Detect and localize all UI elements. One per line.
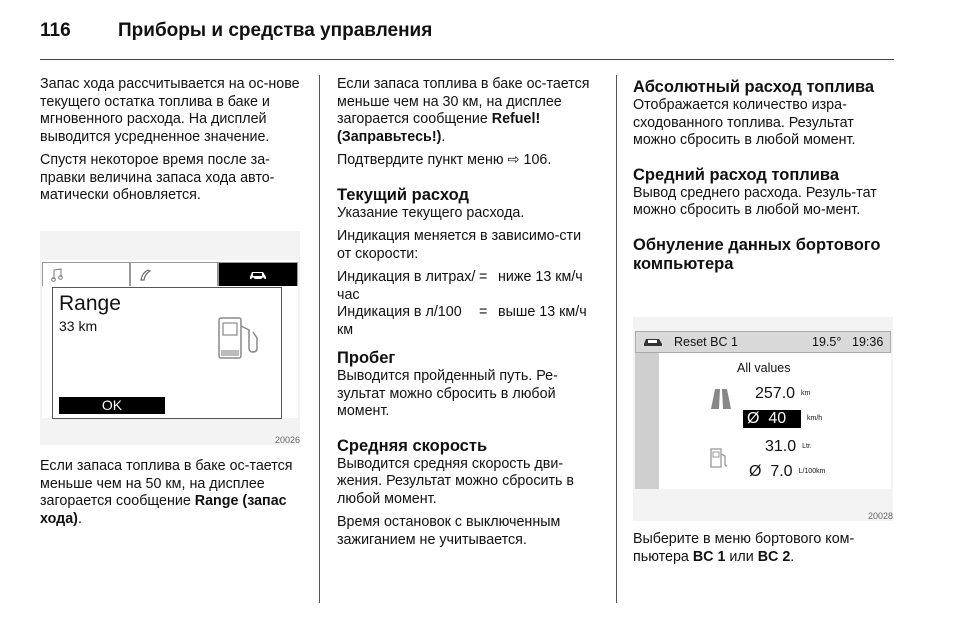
- phone-icon: [139, 268, 153, 282]
- confirm-paragraph: Подтвердите пункт меню ⇨ 106.: [337, 152, 552, 168]
- indication-value: выше 13 км/ч: [498, 304, 587, 320]
- indication-intro: Индикация меняется в зависимо-сти от скорости:: [337, 228, 582, 262]
- figure-number: 20026: [274, 435, 300, 445]
- range-value: 33 km: [59, 318, 98, 334]
- page-number: 116: [40, 20, 71, 41]
- car-icon: [642, 336, 664, 348]
- music-note-icon: [51, 268, 63, 282]
- low-range-paragraph: [40, 458, 302, 528]
- temperature: 19.5°: [812, 335, 842, 349]
- fuel-pump-icon: [709, 447, 729, 469]
- indication-value: ниже 13 км/ч: [498, 269, 583, 285]
- header-divider: [40, 59, 894, 60]
- refuel-message: Refuel! (Заправьтесь!): [337, 111, 541, 145]
- bc-row-speed: [743, 410, 822, 428]
- column-3-bottom: [633, 531, 895, 572]
- bc-row-avg-consumption: [749, 463, 825, 481]
- distance-text: Выводится пройденный путь. Ре-зультат можно сбросить в любой момент.: [337, 368, 558, 419]
- fuel-pump-icon: [215, 312, 261, 362]
- indication-row-2: [337, 304, 599, 339]
- refuel-text: Если запаса топлива в баке ос-тается меньше чем на 30 км, на дисплее загорается сообщение: [337, 76, 590, 127]
- bc-value: Ø 7.0: [749, 463, 793, 480]
- heading-distance: Пробег: [337, 349, 396, 367]
- display-main: [659, 353, 891, 489]
- range-display-figure: [40, 231, 300, 445]
- bc-value: 257.0: [755, 385, 796, 402]
- refuel-paragraph: [337, 76, 599, 146]
- heading-current-consumption: Текущий расход: [337, 185, 469, 204]
- range-card: [52, 287, 282, 419]
- indication-equals: =: [479, 269, 488, 285]
- column-3: [633, 78, 895, 274]
- column-divider-1: [319, 75, 320, 603]
- tab-vehicle: [218, 262, 298, 286]
- bc-row-distance: [755, 385, 810, 403]
- heading-absolute-consumption: Абсолютный расход топлива: [633, 78, 875, 96]
- low-range-text: Если запаса топлива в баке ос-тается меньше чем на 50 км, на дисплее загорается сообщение: [40, 458, 293, 509]
- avg-text: Вывод среднего расхода. Резуль-тат можно сбросить в любой мо-мент.: [633, 184, 877, 218]
- speed-text: Выводится средняя скорость дви-жения. Результат можно сбросить в любой момент.: [337, 455, 575, 507]
- display-side-bar: [635, 353, 659, 489]
- all-values-label: All values: [737, 361, 791, 375]
- heading-average-consumption: Средний расход топлива: [633, 165, 840, 184]
- display-title-bar: [635, 331, 891, 353]
- tab-phone: [130, 262, 218, 286]
- range-message: Range (запас хода): [40, 493, 287, 527]
- indication-row-1: [337, 269, 599, 304]
- bc-row-fuel-used: [765, 438, 812, 456]
- or-word: или: [729, 548, 754, 565]
- column-divider-2: [616, 75, 617, 603]
- column-1: [40, 76, 302, 211]
- road-icon: [709, 389, 733, 409]
- period: .: [790, 548, 795, 565]
- tab-audio: [42, 262, 130, 286]
- stop-text: Время остановок с выключенным зажиганием не учитывается.: [337, 514, 561, 548]
- bc-value: Ø 40: [743, 410, 801, 428]
- car-icon: [248, 269, 268, 281]
- range-update-paragraph: Спустя некоторое время после за-правки величина запаса хода авто-матически обновляется.: [40, 152, 275, 203]
- bar-label: Reset BC 1: [674, 335, 738, 349]
- figure-number: 20028: [867, 511, 893, 521]
- bc-value: 31.0: [765, 438, 797, 455]
- range-paragraph: Запас хода рассчитывается на ос-нове текущего остатка топлива в баке и мгновенного расхода. На дисплей выводится усредненное значение.: [40, 76, 300, 145]
- heading-reset-bc: Обнуление данных бортового компьютера: [633, 235, 881, 273]
- bc-unit: km/h: [807, 415, 823, 423]
- range-title: Range: [59, 292, 121, 315]
- section-title: Приборы и средства управления: [118, 20, 433, 41]
- current-text: Указание текущего расхода.: [337, 204, 525, 221]
- bc-unit: Ltr.: [802, 443, 812, 451]
- indication-label: Индикация в л/100 км: [337, 304, 462, 338]
- bc2-label: BC 2: [757, 548, 791, 565]
- select-text: Выберите в меню бортового ком-пьютера: [633, 531, 855, 565]
- abs-text: Отображается количество изра-сходованного топлива. Результат можно сбросить в любой момент.: [633, 97, 856, 148]
- ok-button: OK: [59, 397, 165, 414]
- column-2: [337, 76, 599, 555]
- clock: 19:36: [852, 335, 884, 349]
- bc1-label: BC 1: [692, 548, 726, 565]
- bc-unit: L/100km: [798, 468, 826, 476]
- period: .: [77, 510, 82, 527]
- display-tabs: [42, 262, 298, 286]
- column-1-bottom: [40, 458, 302, 534]
- heading-average-speed: Средняя скорость: [337, 436, 488, 455]
- period: .: [441, 128, 446, 145]
- bc-unit: km: [801, 390, 811, 398]
- indication-label: Индикация в литрах/час: [337, 269, 476, 303]
- select-bc-paragraph: [633, 531, 895, 566]
- reset-bc-figure: [633, 317, 893, 521]
- indication-equals: =: [479, 304, 488, 320]
